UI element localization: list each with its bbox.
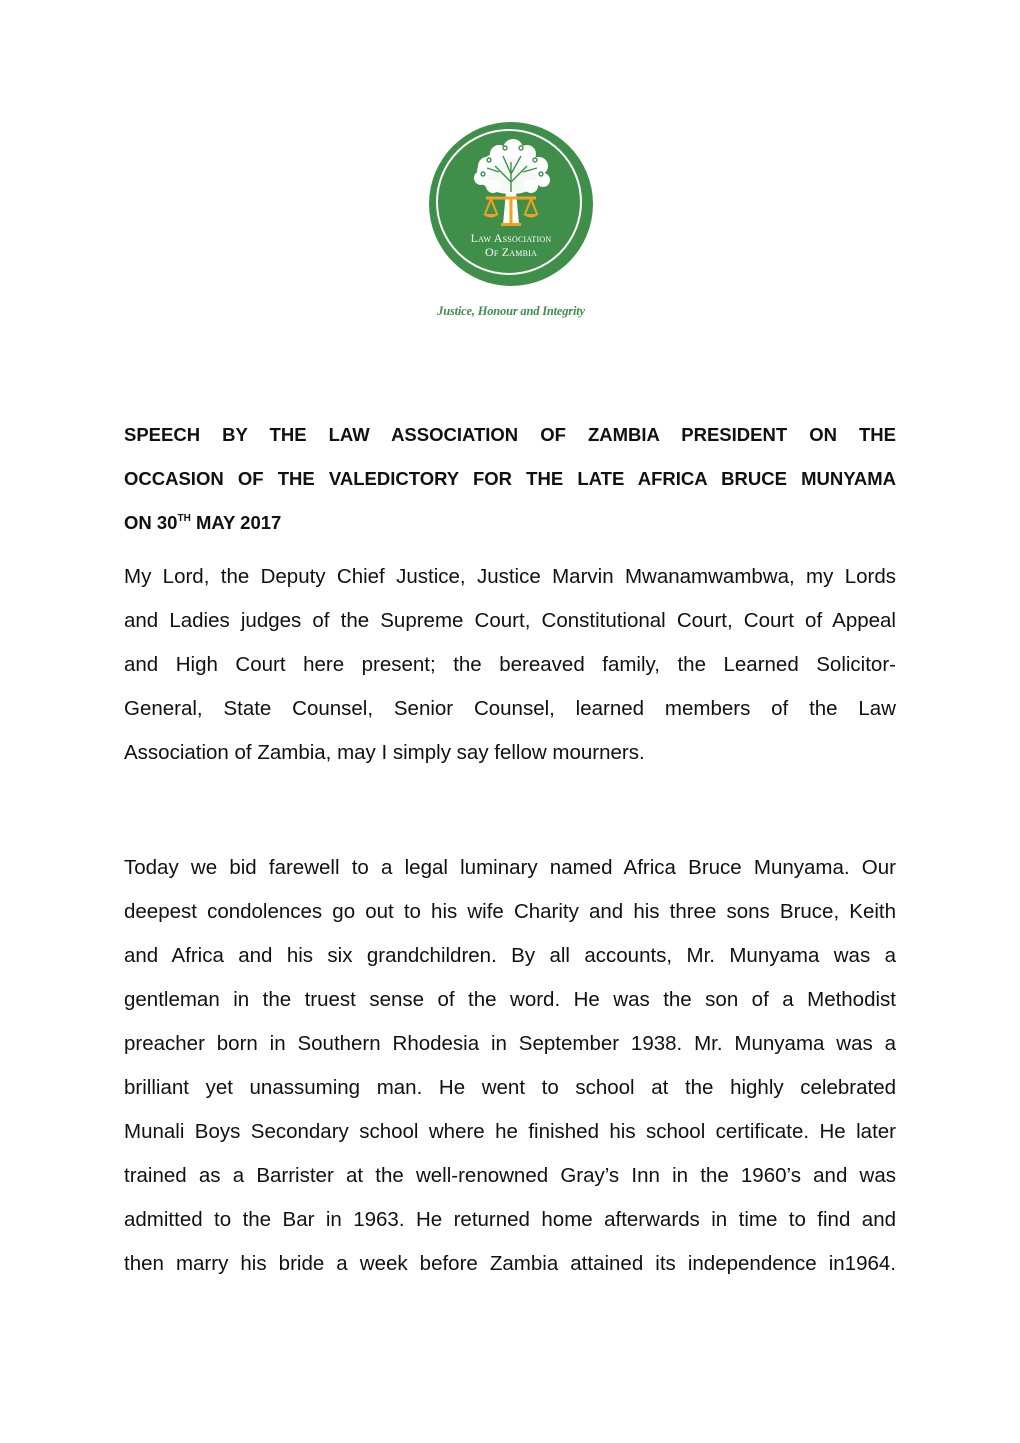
paragraph-salutation [124, 555, 896, 775]
paragraph-line: Today we bid farewell to a legal luminary named Africa Bruce Munyama. Our [124, 856, 896, 879]
law-association-logo [420, 118, 602, 328]
title-date-prefix: ON 30 [124, 512, 178, 533]
title-line-2: OCCASION OF THE VALEDICTORY FOR THE LATE AFRICA BRUCE MUNYAMA [124, 468, 896, 489]
logo-name-line1: Law Association [470, 231, 552, 245]
paragraph-line: preacher born in Southern Rhodesia in September 1938. Mr. Munyama was a [124, 1032, 896, 1055]
speech-title [124, 413, 896, 545]
title-date-suffix: MAY 2017 [190, 512, 282, 533]
paragraph-line: gentleman in the truest sense of the word. He was the son of a Methodist [124, 988, 896, 1011]
logo-name-line2: Of Zambia [485, 245, 537, 259]
tree-and-scales-of-justice-icon [429, 122, 593, 286]
paragraph-line: and High Court here present; the bereaved family, the Learned Solicitor- [124, 653, 896, 676]
paragraph-line: and Africa and his six grandchildren. By all accounts, Mr. Munyama was a [124, 944, 896, 967]
paragraph-line: Association of Zambia, may I simply say fellow mourners. [124, 741, 645, 764]
paragraph-line: deepest condolences go out to his wife Charity and his three sons Bruce, Keith [124, 900, 896, 923]
paragraph-line: General, State Counsel, Senior Counsel, learned members of the Law [124, 697, 896, 720]
paragraph-line: My Lord, the Deputy Chief Justice, Justice Marvin Mwanamwambwa, my Lords [124, 565, 896, 588]
paragraph-line: admitted to the Bar in 1963. He returned home afterwards in time to find and [124, 1208, 896, 1231]
paragraph-tribute [124, 846, 896, 1286]
title-line-3 [124, 501, 896, 545]
paragraph-line: Munali Boys Secondary school where he finished his school certificate. He later [124, 1120, 896, 1143]
logo-tagline: Justice, Honour and Integrity [437, 304, 585, 318]
paragraph-line: then marry his bride a week before Zambia attained its independence in1964. [124, 1252, 896, 1275]
logo-emblem [429, 122, 593, 286]
paragraph-line: brilliant yet unassuming man. He went to school at the highly celebrated [124, 1076, 896, 1099]
title-line-1: SPEECH BY THE LAW ASSOCIATION OF ZAMBIA PRESIDENT ON THE [124, 424, 896, 445]
paragraph-line: and Ladies judges of the Supreme Court, Constitutional Court, Court of Appeal [124, 609, 896, 632]
title-date-superscript: TH [177, 513, 191, 524]
paragraph-line: trained as a Barrister at the well-renowned Gray’s Inn in the 1960’s and was [124, 1164, 896, 1187]
